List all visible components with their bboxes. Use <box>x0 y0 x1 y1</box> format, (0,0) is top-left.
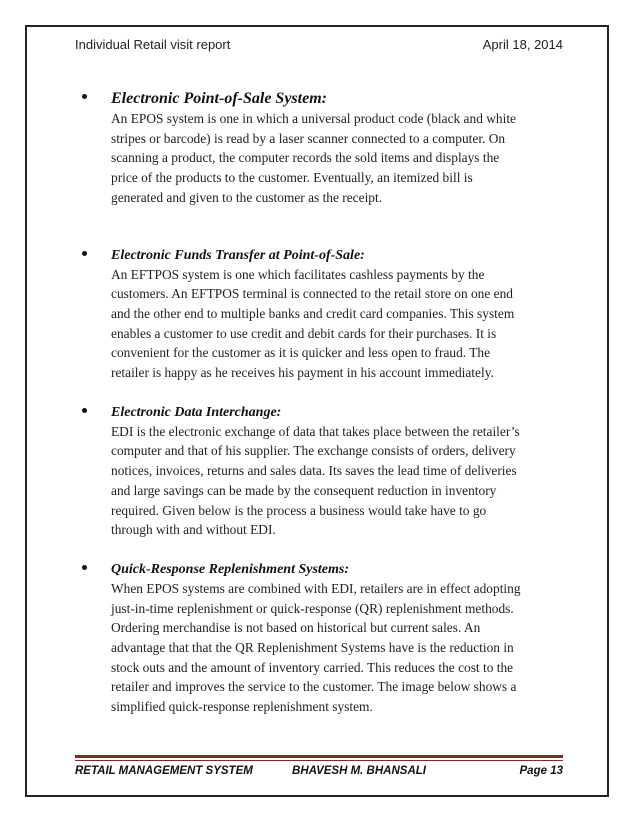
header-date: April 18, 2014 <box>482 37 563 52</box>
section-edi <box>91 403 571 540</box>
section-body: EDI is the electronic exchange of data that takes place between the retailer’s computer and that of his supplier. The exchange consists of orders, delivery notices, invoices, returns and sales data. Its saves the lead time of deliveries and large savings can be made by the consequent reduction in inventory required. Given below is the process a business would take have to go through with and without EDI. <box>111 423 520 538</box>
section-body: An EFTPOS system is one which facilitates cashless payments by the customers. An EFTPOS terminal is connected to the retail store on one end and the other end to multiple banks and credit card companies. This system enables a customer to use credit and debit cards for their purchases. It is convenient for the customer as it is quicker and less open to fraud. The retailer is happy as he receives his payment in his account immediately. <box>111 266 515 381</box>
footer-rule-thick <box>75 755 563 758</box>
section-body: An EPOS system is one in which a universal product code (black and white stripes or barcode) is read by a laser scanner connected to a computer. On scanning a product, the computer records the sold items and displays the price of the products to the customer. Eventually, an itemized bill is generated and given to the customer as the receipt. <box>111 111 516 205</box>
section-title: Electronic Funds Transfer at Point-of-Sale: <box>111 247 365 263</box>
section-body: When EPOS systems are combined with EDI, retailers are in effect adopting just-in-time replenishment or quick-response (QR) replenishment methods. Ordering merchandise is not based on historical but current sales. An advantage that that the QR Replenishment Systems have is the reduction in stock outs and the amount of inventory carried. This reduces the cost to the retailer and improves the service to the customer. The image below shows a simplified quick-response replenishment system. <box>111 580 521 715</box>
section-eftpos <box>91 246 571 383</box>
footer-rule-thin <box>75 760 563 761</box>
bullet-icon <box>82 94 87 99</box>
section-epos <box>91 89 571 208</box>
section-title: Quick-Response Replenishment Systems: <box>111 561 350 577</box>
footer-page-number: Page 13 <box>519 765 563 777</box>
section-title: Electronic Point-of-Sale System: <box>111 90 327 107</box>
content-sections <box>91 89 571 717</box>
section-title: Electronic Data Interchange: <box>111 404 282 420</box>
header-title: Individual Retail visit report <box>75 37 231 52</box>
section-qr-replenishment <box>91 560 571 717</box>
bullet-icon <box>82 251 87 256</box>
bullet-icon <box>82 408 87 413</box>
footer-course: RETAIL MANAGEMENT SYSTEM <box>75 765 253 777</box>
footer-author: BHAVESH M. BHANSALI <box>292 765 426 777</box>
page-footer <box>75 765 563 777</box>
page-header <box>75 37 563 52</box>
bullet-icon <box>82 565 87 570</box>
